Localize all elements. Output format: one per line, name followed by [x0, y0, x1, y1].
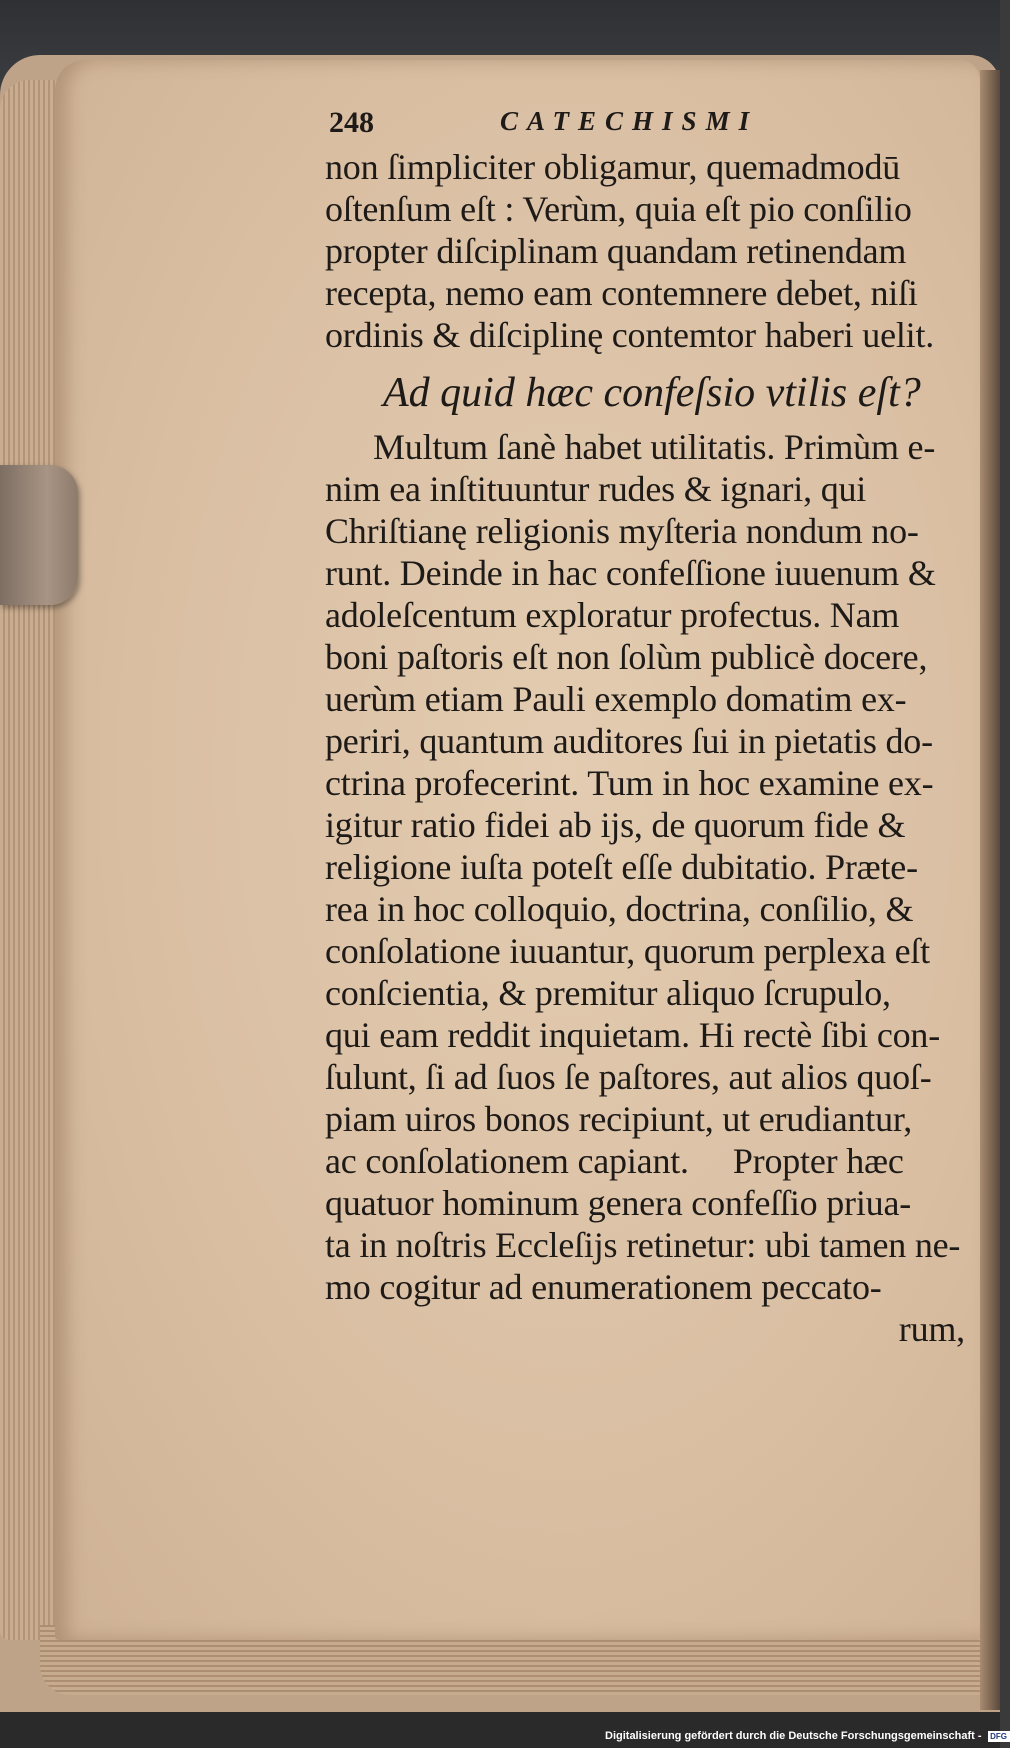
text-line: quatuor hominum genera confeſſio priua- [325, 1183, 912, 1223]
text-line: runt. Deinde in hac confeſſione iuuenum & [325, 553, 936, 593]
text-line: periri, quantum auditores ſui in pietatis do- [325, 721, 933, 761]
text-line: religione iuſta poteſt eſſe dubitatio. Præte- [325, 847, 918, 887]
text-line: conſolatione iuuantur, quorum perplexa eſt [325, 931, 930, 971]
running-head [325, 100, 985, 146]
paragraph-before-heading [325, 146, 985, 356]
paragraph-after-heading [325, 426, 985, 1350]
dfg-logo-icon: DFG [988, 1731, 1010, 1742]
text-line: mo cogitur ad enumerationem peccato- [325, 1267, 882, 1307]
text-line: Multum ſanè habet utilitatis. Primùm e- [373, 427, 936, 467]
text-line: non ſimpliciter obligamur, quemadmodū [325, 147, 901, 187]
digitization-credit [605, 1730, 1010, 1742]
catchword: rum, [898, 1309, 965, 1349]
text-line: oſtenſum eſt : Verùm, quia eſt pio conſilio [325, 189, 912, 229]
text-line: boni paſtoris eſt non ſolùm publicè docere, [325, 637, 928, 677]
page-text [325, 100, 985, 1350]
text-line: propter diſciplinam quandam retinendam [325, 231, 907, 271]
text-line: piam uiros bonos recipiunt, ut erudiantur, [325, 1099, 913, 1139]
text-line: nim ea inſtituuntur rudes & ignari, qui [325, 469, 867, 509]
text-line: rea in hoc colloquio, doctrina, conſilio, & [325, 889, 914, 929]
text-line: igitur ratio fidei ab ijs, de quorum fide & [325, 805, 906, 845]
text-line: ctrina profecerint. Tum in hoc examine ex- [325, 763, 934, 803]
page-number: 248 [329, 106, 374, 139]
text-line: Chriſtianę religionis myſteria nondum no- [325, 511, 919, 551]
text-line: ſulunt, ſi ad ſuos ſe paſtores, aut alios quoſ- [325, 1057, 932, 1097]
text-line: recepta, nemo eam contemnere debet, niſi [325, 273, 918, 313]
text-line: ta in noſtris Eccleſijs retinetur: ubi tamen ne- [325, 1225, 961, 1265]
text-line: qui eam reddit inquietam. Hi rectè ſibi con- [325, 1015, 940, 1055]
text-line: adoleſcentum exploratur profectus. Nam [325, 595, 900, 635]
text-line: uerùm etiam Pauli exemplo domatim ex- [325, 679, 907, 719]
page-clip [0, 465, 78, 605]
page-edges-left [0, 80, 62, 1640]
text-line: conſcientia, & premitur aliquo ſcrupulo, [325, 973, 891, 1013]
running-title: CATECHISMI [500, 106, 759, 136]
credit-text: Digitalisierung gefördert durch die Deutsche Forschungsgemeinschaft - [605, 1730, 982, 1742]
text-line: ac conſolationem capiant. Propter hæc [325, 1141, 904, 1181]
section-heading: Ad quid hæc confeſsio vtilis eſt? [383, 370, 921, 416]
text-line: ordinis & diſciplinę contemtor haberi uelit. [325, 315, 935, 355]
